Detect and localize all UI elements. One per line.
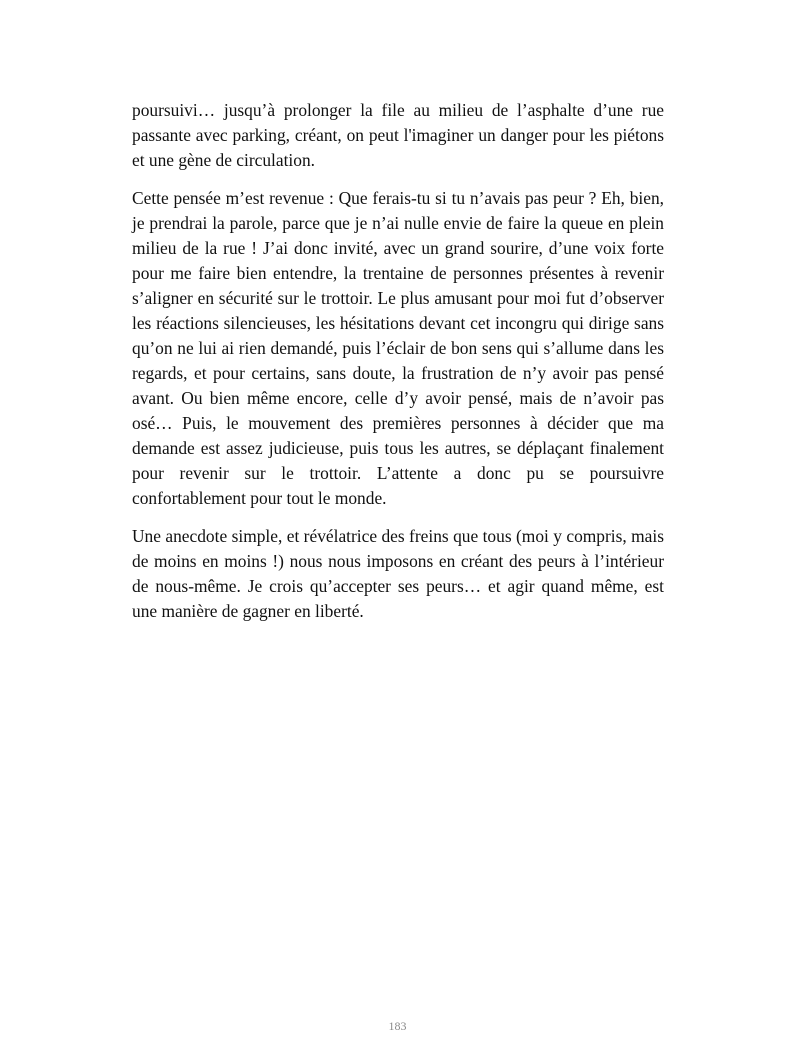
paragraph-3: Une anecdote simple, et révélatrice des freins que tous (moi y compris, mais de moins en moins !) nous nous imposons en créant des peurs à l’intérieur de nous-même. Je crois qu’accepter ses peurs… et agir quand même, est une manière de gagner en liberté. — [132, 526, 664, 621]
paragraph-1: poursuivi… jusqu’à prolonger la file au milieu de l’asphalte d’une rue passante avec parking, créant, on peut l'imaginer un danger pour les piétons et une gène de circulation. — [132, 100, 664, 170]
page-number: 183 — [388, 1019, 407, 1033]
page-body — [132, 98, 664, 637]
paragraph-2: Cette pensée m’est revenue : Que ferais-tu si tu n’avais pas peur ? Eh, bien, je prendrai la parole, parce que je n’ai nulle envie de faire la queue en plein milieu de la rue ! J’ai donc invité, avec un grand sourire, d’une voix forte pour me faire bien entendre, la trentaine de personnes présentes à revenir s’aligner en sécurité sur le trottoir. Le plus amusant pour moi fut d’observer les réactions silencieuses, les hésitations devant cet incongru qui dirige sans qu’on ne lui ai rien demandé, puis l’éclair de bon sens qui s’allume dans les regards, et pour certains, sans doute, la frustration de n’y avoir pas pensé avant. Ou bien même encore, celle d’y avoir pensé, mais de n’avoir pas osé… Puis, le mouvement des premières personnes à décider que ma demande est assez judicieuse, puis tous les autres, se déplaçant finalement pour revenir sur le trottoir. L’attente a donc pu se poursuivre confortablement pour tout le monde. — [132, 188, 664, 508]
